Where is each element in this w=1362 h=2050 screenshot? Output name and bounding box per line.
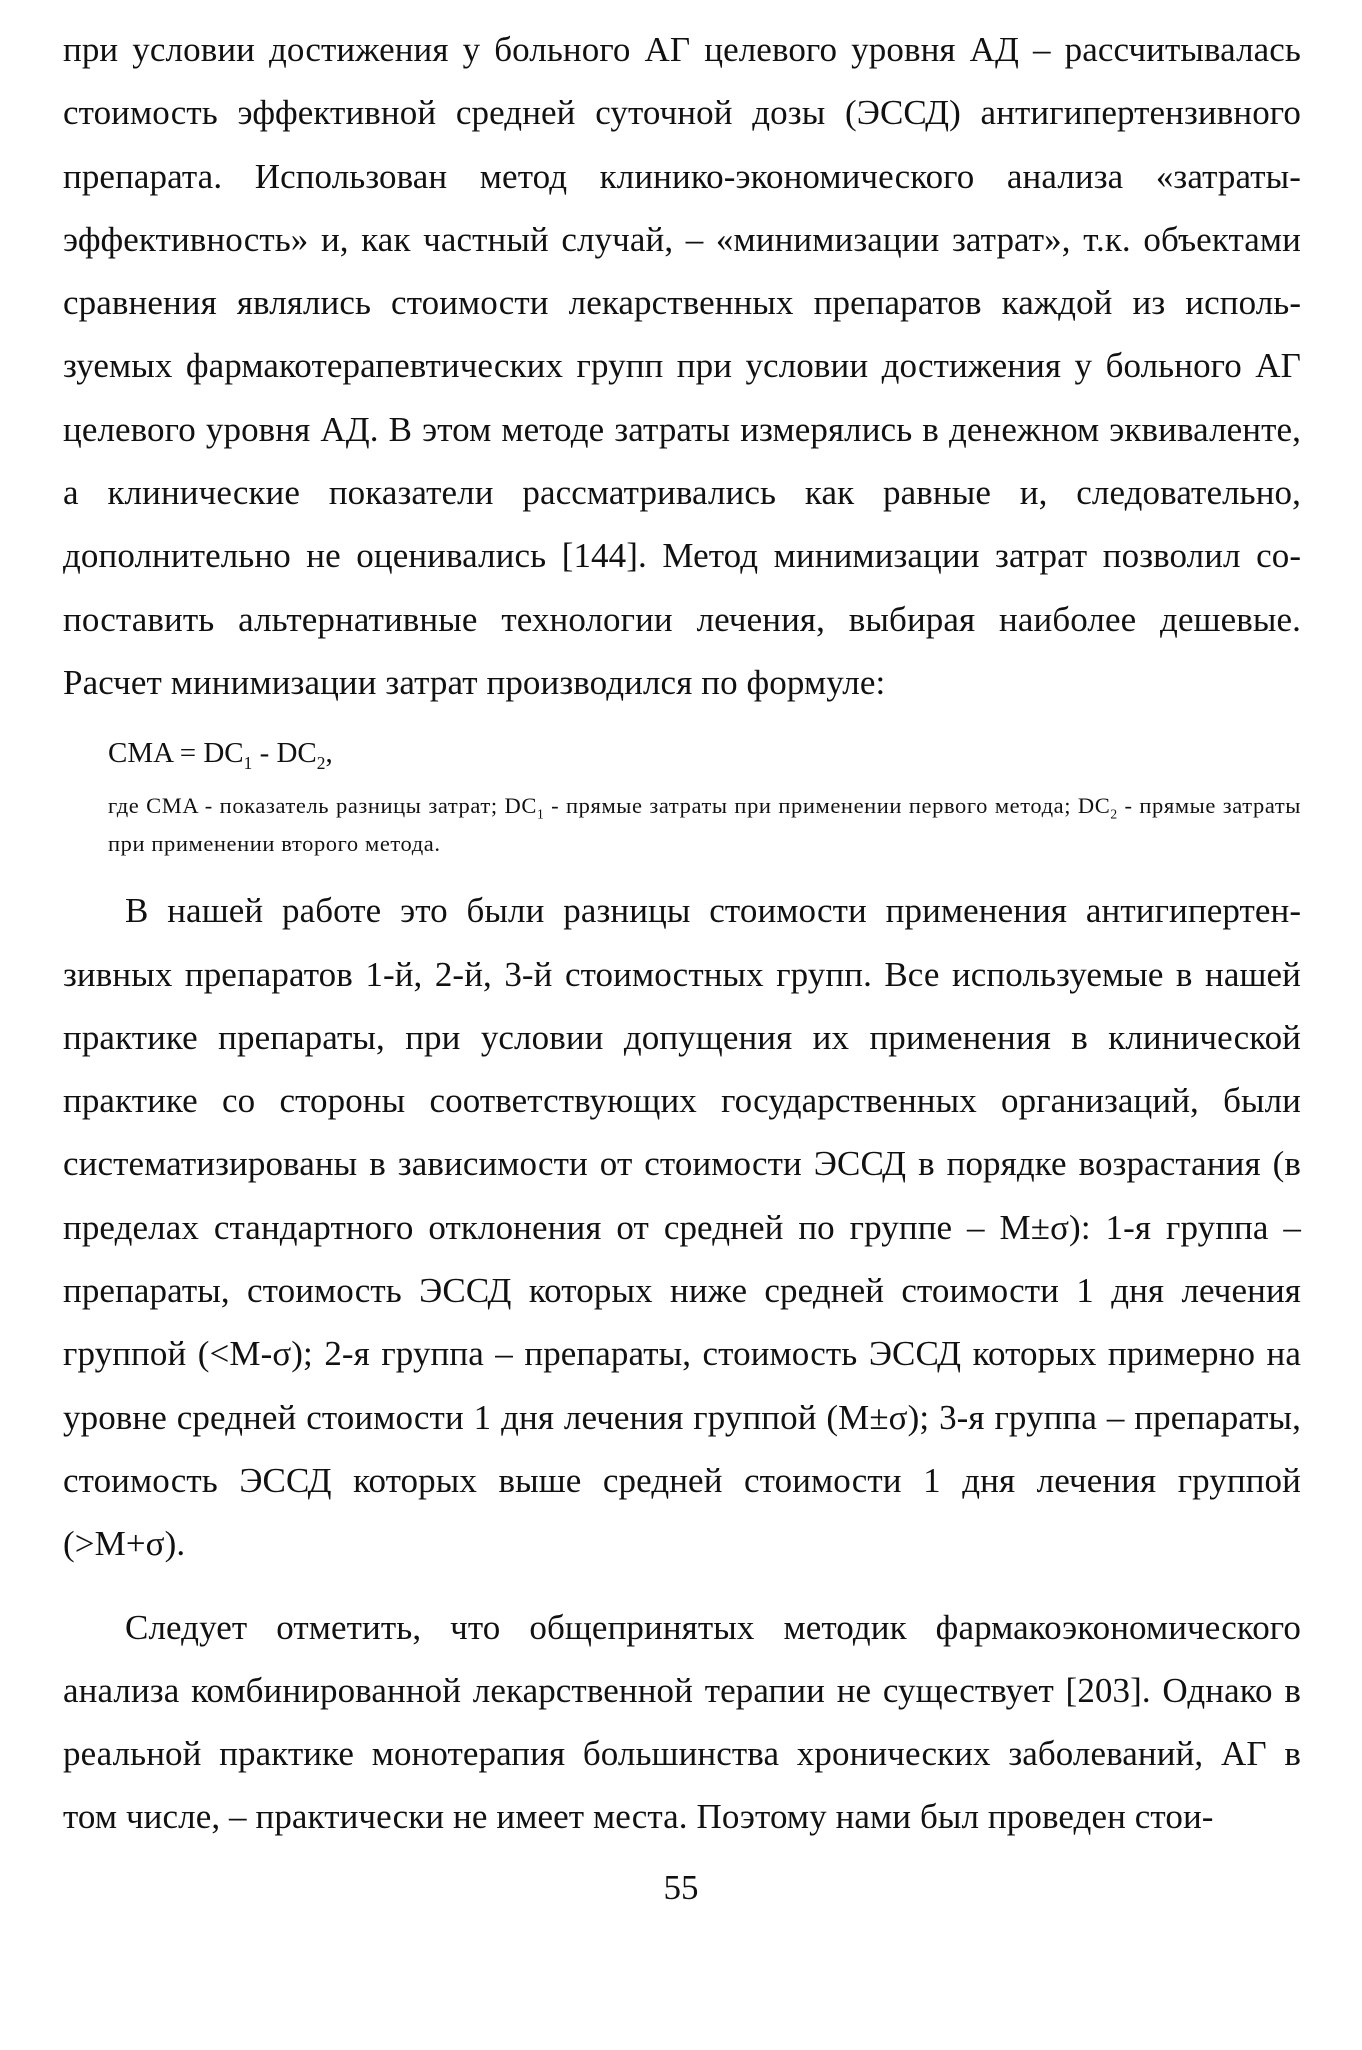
paragraph-combined-therapy: Следует отметить, что общепринятых методик фармакоэкономического анализа комбинированной лекарственной терапии не существует [203]. Однако в реальной практике монотерапия большинства хронических заболеваний, АГ в том числе, – практически не имеет места. Поэтому нами был проведен стои- bbox=[63, 1607, 1301, 1837]
paragraph-gap bbox=[63, 1576, 1301, 1596]
formula-block bbox=[108, 733, 1301, 863]
formula-legend-part1: где CMA - показатель разницы затрат; DC bbox=[108, 793, 537, 819]
formula-legend-part3: - прямые затраты при применении второго метода. bbox=[108, 793, 1301, 857]
formula-legend-part2: - прямые затраты при применении первого метода; DC bbox=[544, 793, 1111, 819]
paragraph-cost-groups: В нашей работе это были разницы стоимости применения антигипертензивных препаратов 1-й, 2-й, 3-й стоимостных групп. Все используемые в нашей практике препараты, при условии допущения их применения в клинической практике со стороны соответствующих государственных организаций, были систематизированы в зависимости от стоимости ЭССД в порядке возрастания (в пределах стандартного отклонения от средней по группе – M±σ): 1-я группа – препараты, стоимость ЭССД которых ниже средней стоимости 1 дня лечения группой (<M-σ); 2-я группа – препараты, стоимость ЭССД которых примерно на уровне средней стоимости 1 дня лечения группой (M±σ); 3-я группа – препараты, стоимость ЭССД которых выше средней стоимости 1 дня лечения группой (>M+σ). bbox=[63, 891, 1301, 1564]
formula-subscript-2: 2 bbox=[316, 753, 326, 774]
formula-tail: , bbox=[325, 737, 333, 770]
formula-lhs: CMA = DC bbox=[108, 737, 244, 770]
formula-cma bbox=[108, 733, 1301, 773]
paragraph-cost-minimization-method: при условии достижения у больного АГ целевого уровня АД – рассчитывалась стоимость эффективной средней суточной дозы (ЭССД) антигипертензивного препарата. Использован метод клинико-экономического анализа «затраты-эффективность» и, как частный случай, – «минимизации затрат», т.к. объектами сравнения являлись стоимости лекарственных препаратов каждой из используемых фармакотерапевтических групп при условии достижения у больного АГ целевого уровня АД. В этом методе затраты измерялись в денежном эквиваленте, а клинические показатели рассматривались как равные и, следовательно, дополнительно не оценивались [144]. Метод минимизации затрат позволил сопоставить альтернативные технологии лечения, выбирая наиболее дешевые. Расчет минимизации затрат производился по формуле: bbox=[63, 30, 1301, 702]
document-page bbox=[63, 18, 1301, 1849]
page-number: 55 bbox=[663, 1868, 699, 1907]
formula-legend bbox=[108, 787, 1301, 863]
formula-legend-subscript-1: 1 bbox=[536, 806, 545, 822]
formula-subscript-1: 1 bbox=[243, 753, 253, 774]
formula-minus: - DC bbox=[252, 737, 317, 770]
formula-legend-subscript-2: 2 bbox=[1110, 806, 1118, 822]
